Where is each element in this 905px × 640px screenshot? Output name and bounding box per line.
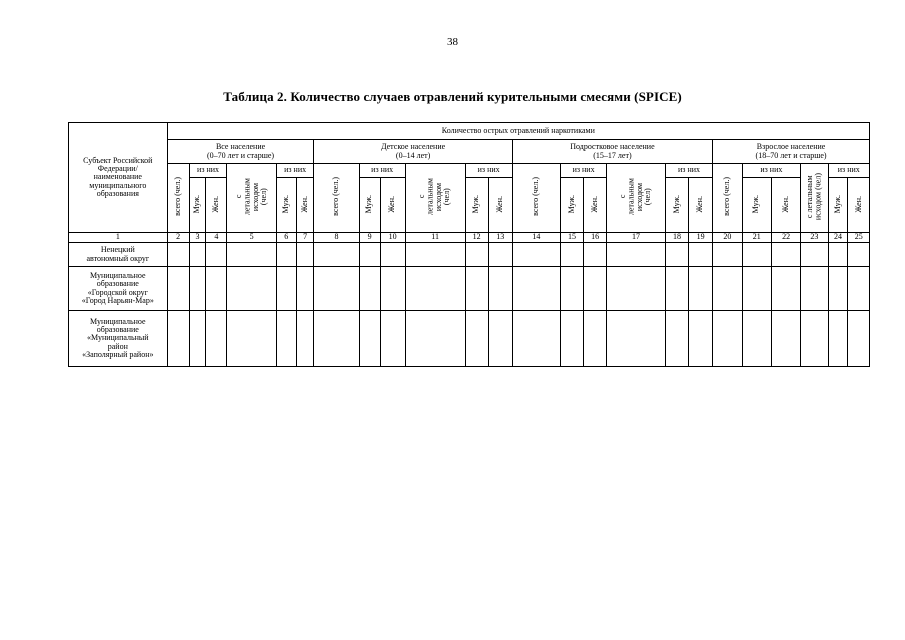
row-label: Ненецкий автономный округ [69, 243, 168, 267]
page-number: 38 [447, 36, 458, 48]
total-header: всего (чел.) [713, 164, 742, 233]
of-them-header: из них [359, 164, 405, 178]
male-header: Муж. [465, 178, 488, 233]
male-header: Муж. [359, 178, 380, 233]
of-them-header: из них [465, 164, 512, 178]
lethal-header: с летальным исходом (чел) [801, 164, 828, 233]
group-header-all: Все население (0–70 лет и старше) [167, 140, 314, 164]
column-number: 1 [69, 233, 168, 243]
column-number-row [69, 233, 870, 243]
column-number: 20 [713, 233, 742, 243]
column-number: 23 [801, 233, 828, 243]
row-label: Муниципальное образование «Городской округ «Город Нарьян-Мар» [69, 267, 168, 311]
column-number: 11 [405, 233, 465, 243]
poisoning-table [68, 122, 870, 367]
column-number: 5 [227, 233, 276, 243]
total-header: всего (чел.) [512, 164, 560, 233]
column-number: 10 [380, 233, 405, 243]
column-number: 16 [584, 233, 607, 243]
female-header: Жен. [689, 178, 713, 233]
female-header: Жен. [488, 178, 512, 233]
column-number: 25 [848, 233, 870, 243]
female-header: Жен. [771, 178, 800, 233]
table-row [69, 311, 870, 367]
column-number: 17 [607, 233, 666, 243]
column-number: 14 [512, 233, 560, 243]
total-header: всего (чел.) [167, 164, 189, 233]
column-number: 6 [276, 233, 296, 243]
column-number: 12 [465, 233, 488, 243]
column-number: 19 [689, 233, 713, 243]
column-number: 13 [488, 233, 512, 243]
column-number: 22 [771, 233, 800, 243]
column-number: 2 [167, 233, 189, 243]
column-number: 21 [742, 233, 771, 243]
female-header: Жен. [206, 178, 227, 233]
female-header: Жен. [296, 178, 314, 233]
of-them-header: из них [276, 164, 314, 178]
main-header: Количество острых отравлений наркотиками [167, 123, 869, 140]
of-them-header: из них [742, 164, 801, 178]
male-header: Муж. [276, 178, 296, 233]
column-number: 4 [206, 233, 227, 243]
column-number: 3 [189, 233, 206, 243]
lethal-header: с летальным исходом (чел) [405, 164, 465, 233]
male-header: Муж. [828, 178, 848, 233]
of-them-header: из них [828, 164, 869, 178]
lethal-header: с летальным исходом (чел) [607, 164, 666, 233]
female-header: Жен. [380, 178, 405, 233]
of-them-header: из них [665, 164, 712, 178]
group-header-adults: Взрослое население (18–70 лет и старше) [713, 140, 870, 164]
male-header: Муж. [561, 178, 584, 233]
table-title: Таблица 2. Количество случаев отравлений курительными смесями (SPICE) [223, 89, 682, 104]
table-row [69, 267, 870, 311]
row-label: Муниципальное образование «Муниципальный район «Заполярный район» [69, 311, 168, 367]
column-number: 18 [665, 233, 688, 243]
column-number: 9 [359, 233, 380, 243]
male-header: Муж. [742, 178, 771, 233]
table-row [69, 243, 870, 267]
subject-header: Субъект Российской Федерации/ наименование муниципального образования [69, 123, 168, 233]
male-header: Муж. [189, 178, 206, 233]
of-them-header: из них [561, 164, 607, 178]
female-header: Жен. [848, 178, 870, 233]
column-number: 7 [296, 233, 314, 243]
column-number: 24 [828, 233, 848, 243]
of-them-header: из них [189, 164, 227, 178]
group-header-teens: Подростковое население (15–17 лет) [512, 140, 712, 164]
male-header: Муж. [665, 178, 688, 233]
female-header: Жен. [584, 178, 607, 233]
column-number: 8 [314, 233, 359, 243]
group-header-children: Детское население (0–14 лет) [314, 140, 512, 164]
total-header: всего (чел.) [314, 164, 359, 233]
lethal-header: с летальным исходом (чел) [227, 164, 276, 233]
column-number: 15 [561, 233, 584, 243]
